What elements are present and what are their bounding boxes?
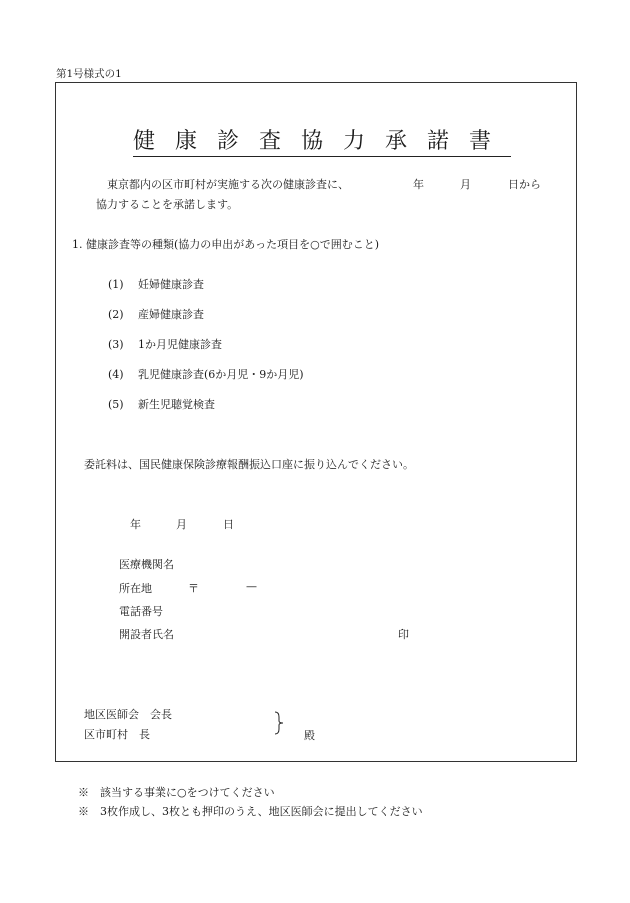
checkup-item-1-label: 妊婦健康診査 bbox=[138, 278, 204, 291]
checkup-item-3-num: (3) bbox=[108, 338, 124, 351]
document-title-text: 健康診査協力承諾書 bbox=[133, 129, 511, 157]
checkup-item-3-label: 1か月児健康診査 bbox=[138, 338, 222, 351]
checkup-item-5 bbox=[108, 396, 215, 412]
institution-name-label: 医療機関名 bbox=[119, 558, 174, 571]
founder-name-label: 開設者氏名 bbox=[119, 628, 174, 641]
date-day: 日 bbox=[223, 518, 234, 531]
address-label: 所在地 bbox=[119, 582, 152, 595]
document-title bbox=[0, 124, 630, 155]
checkup-item-4-num: (4) bbox=[108, 368, 124, 381]
postal-mark: 〒 bbox=[188, 582, 199, 595]
note-2: ※ 3枚作成し、3枚とも押印のうえ、地区医師会に提出してください bbox=[78, 805, 423, 818]
checkup-item-1-num: (1) bbox=[108, 278, 124, 291]
section1-heading: 1. 健康診査等の種類(協力の申出があった項目を○で囲むこと) bbox=[72, 238, 380, 251]
checkup-item-1 bbox=[108, 276, 204, 292]
date-month: 月 bbox=[176, 518, 187, 531]
intro-line1: 東京都内の区市町村が実施する次の健康診査に、 bbox=[107, 178, 349, 191]
checkup-item-4-label: 乳児健康診査(6か月児・9か月児) bbox=[138, 368, 304, 381]
checkup-item-3 bbox=[108, 336, 222, 352]
fee-note: 委託料は、国民健康保険診療報酬振込口座に振り込んでください。 bbox=[84, 458, 414, 471]
checkup-item-5-label: 新生児聴覚検査 bbox=[138, 398, 215, 411]
addressee-line1: 地区医師会 会長 bbox=[84, 708, 172, 721]
form-number-label: 第1号様式の1 bbox=[56, 68, 122, 80]
addressee-line2: 区市町村 長 bbox=[84, 728, 150, 741]
checkup-item-4 bbox=[108, 366, 304, 382]
postal-dash: — bbox=[246, 580, 257, 593]
intro-line2: 協力することを承諾します。 bbox=[96, 198, 239, 211]
note-1: ※ 該当する事業に○をつけてください bbox=[78, 786, 275, 799]
phone-label: 電話番号 bbox=[119, 605, 163, 618]
intro-month: 月 bbox=[460, 178, 471, 191]
checkup-item-5-num: (5) bbox=[108, 398, 124, 411]
brace-icon bbox=[274, 711, 284, 735]
honorific: 殿 bbox=[304, 729, 315, 742]
checkup-item-2 bbox=[108, 306, 204, 322]
intro-day-from: 日から bbox=[508, 178, 541, 191]
date-year: 年 bbox=[130, 518, 141, 531]
checkup-item-2-label: 産婦健康診査 bbox=[138, 308, 204, 321]
checkup-item-2-num: (2) bbox=[108, 308, 124, 321]
intro-year: 年 bbox=[413, 178, 424, 191]
seal-mark: 印 bbox=[398, 628, 409, 641]
